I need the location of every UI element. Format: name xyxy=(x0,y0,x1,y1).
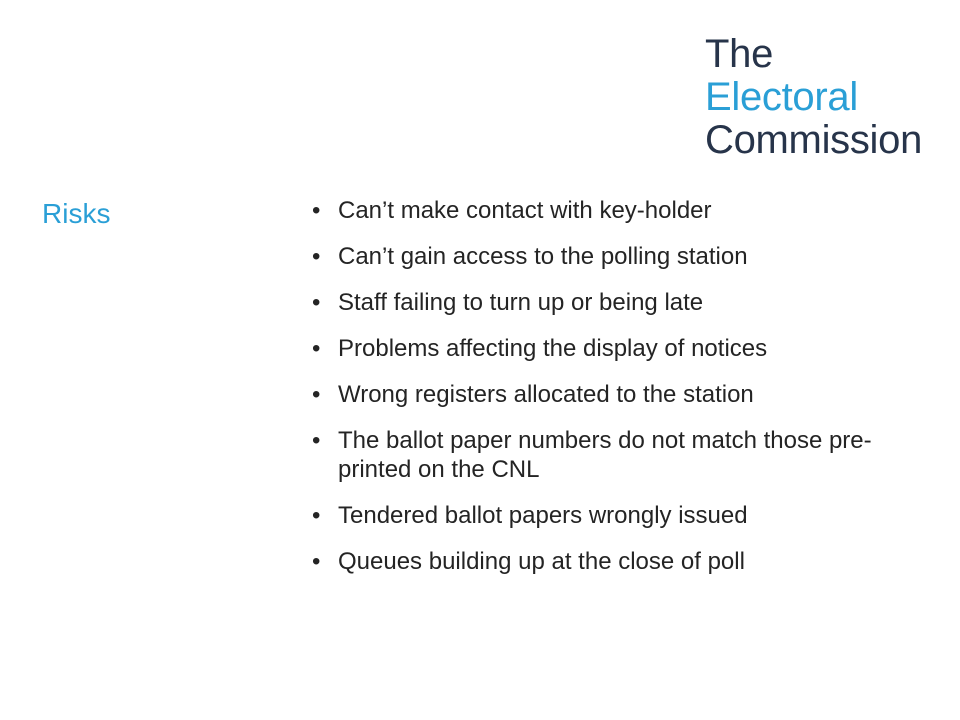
bullet-text: Queues building up at the close of poll xyxy=(338,548,745,575)
bullet-marker: • xyxy=(312,243,321,270)
electoral-commission-logo xyxy=(705,33,922,162)
bullet-text: Can’t make contact with key-holder xyxy=(338,197,712,224)
bullet-marker: • xyxy=(312,427,321,454)
bullet-marker: • xyxy=(312,289,321,316)
bullet-item xyxy=(312,426,942,484)
bullet-text: Can’t gain access to the polling station xyxy=(338,243,748,270)
logo-line-electoral: Electoral xyxy=(705,75,858,119)
section-title: Risks xyxy=(42,198,111,229)
bullet-item xyxy=(312,501,942,530)
bullet-item xyxy=(312,334,942,363)
bullet-marker: • xyxy=(312,197,321,224)
logo-line-the: The xyxy=(705,32,774,76)
bullet-marker: • xyxy=(312,548,321,575)
bullet-text: Tendered ballot papers wrongly issued xyxy=(338,502,748,529)
bullet-text: The ballot paper numbers do not match those pre-printed on the CNL xyxy=(338,427,872,483)
bullet-text: Wrong registers allocated to the station xyxy=(338,381,754,408)
bullet-item xyxy=(312,196,942,225)
bullet-marker: • xyxy=(312,381,321,408)
bullet-item xyxy=(312,547,942,576)
bullet-marker: • xyxy=(312,335,321,362)
bullet-item xyxy=(312,242,942,271)
risks-bullet-list xyxy=(312,196,942,593)
bullet-item xyxy=(312,288,942,317)
bullet-marker: • xyxy=(312,502,321,529)
bullet-text: Staff failing to turn up or being late xyxy=(338,289,704,316)
logo-line-commission: Commission xyxy=(705,118,923,162)
bullet-item xyxy=(312,380,942,409)
bullet-text: Problems affecting the display of notices xyxy=(338,335,768,362)
